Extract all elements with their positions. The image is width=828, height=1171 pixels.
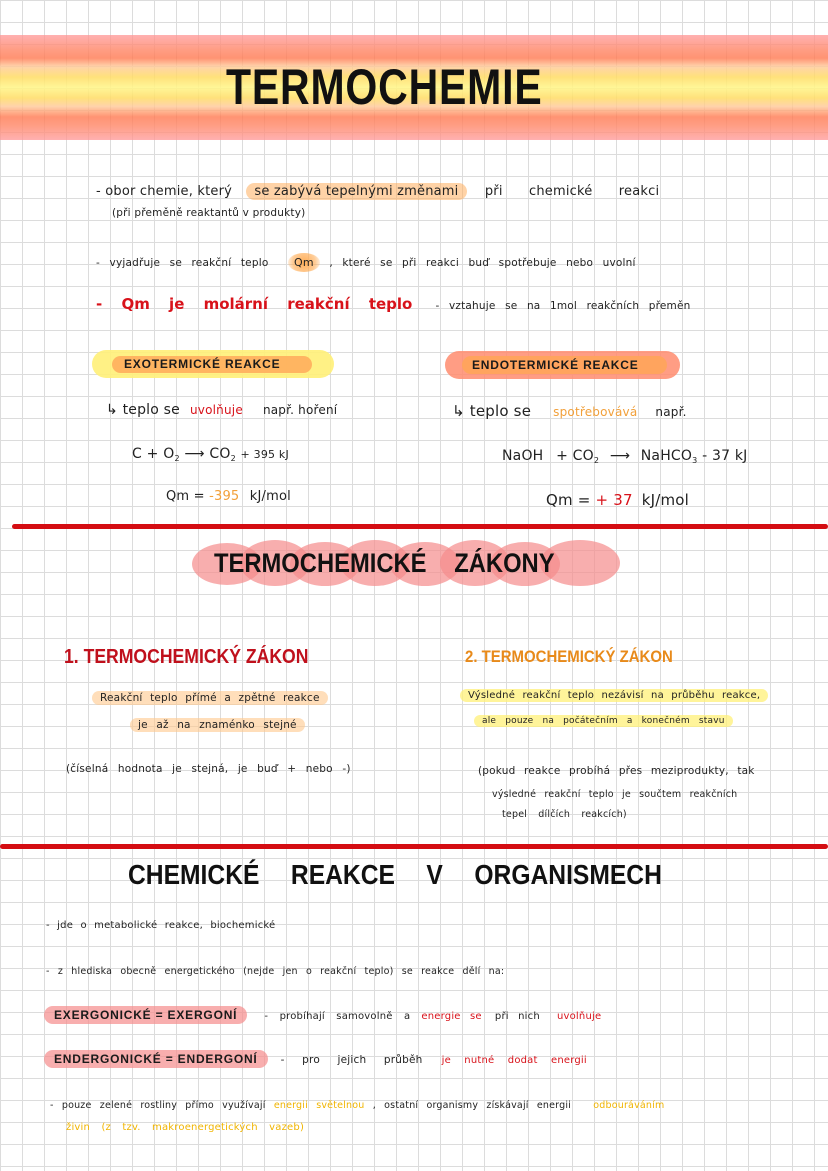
qm-definition: - Qm je molární reakční teplo [96,295,413,313]
exo-eq-product: CO [209,446,231,462]
exo-qm-unit: kJ/mol [249,489,291,504]
organisms-line-3-prefix: - pouze zelené rostliny přímo využívají [50,1100,266,1111]
exo-description [106,402,337,418]
endo-eq-arrow: ⟶ [609,448,631,464]
law-2-note-line-3: tepel dílčích reakcích) [502,809,627,820]
endo-eq-product-sub: 3 [692,456,698,465]
page-title: TERMOCHEMIE [226,59,543,115]
endergonic-label: ENDERGONICKÉ = ENDERGONÍ [44,1050,268,1068]
endo-eq-reactant-1: NaOH [502,448,544,464]
intro-line-1 [96,184,659,199]
intro-line-1-prefix: - obor chemie, který [96,184,233,199]
exo-qm [166,489,291,504]
endo-eq-energy: - 37 kJ [702,448,748,464]
endo-equation [502,448,747,465]
endo-desc-prefix: ↳ teplo se [452,402,532,420]
exo-eq-reactant-2-sub: 2 [174,454,180,463]
exo-qm-value: -395 [209,489,240,504]
exo-eq-energy: + 395 kJ [240,448,289,461]
exo-qm-prefix: Qm = [166,489,205,504]
intro-line-1-suffix: při chemické reakci [484,184,660,199]
exo-eq-arrow: ⟶ [184,446,205,462]
intro-highlight: se zabývá tepelnými změnami [246,183,466,200]
endo-label: ENDOTERMICKÉ REAKCE [472,358,639,372]
organisms-line-2: - z hlediska obecně energetického (nejde jen o reakční teplo) se reakce dělí na: [46,966,505,977]
organisms-line-3-yellow-1: energii světelnou [273,1100,365,1111]
exergonic-label: EXERGONICKÉ = EXERGONÍ [44,1006,247,1024]
exo-desc-prefix: ↳ teplo se [106,402,180,418]
endo-eq-plus: + [556,448,568,464]
exergonic-desc-red-2: uvolňuje [556,1011,602,1022]
exo-equation [132,446,289,463]
exo-desc-highlight: uvolňuje [190,403,243,417]
endo-qm-prefix: Qm = [546,491,591,509]
exergonic-desc-prefix: - probíhají samovolně a [264,1011,411,1022]
exo-eq-plus: + [146,446,159,462]
endo-desc-highlight: spotřebovává [553,405,638,419]
law-2-note-line-1: (pokud reakce probíhá přes meziprodukty, tak [478,765,755,777]
organisms-line-3-cont: živin (z tzv. makroenergetických vazeb) [66,1122,305,1133]
intro-line-2 [96,253,636,272]
qm-definition-note: - vztahuje se na 1mol reakčních přeměn [435,300,691,312]
endo-qm-unit: kJ/mol [641,491,690,509]
law-1-statement-line-2: je až na znaménko stejné [130,718,305,732]
qm-symbol: Qm [288,253,320,272]
intro-line-2-prefix: - vyjadřuje se reakční teplo [96,257,269,269]
organisms-line-3 [50,1100,664,1111]
exergonic-row [44,1004,601,1023]
intro-line-1-cont: (při přeměně reaktantů v produkty) [112,207,306,219]
organisms-line-3-mid: , ostatní organismy získávají energii [372,1100,572,1111]
endo-eq-reactant-2-sub: 2 [593,456,600,465]
exo-label: EXOTERMICKÉ REAKCE [124,357,281,371]
law-1-statement-line-1: Reakční teplo přímé a zpětné reakce [92,691,328,705]
law-1-note: (číselná hodnota je stejná, je buď + nebo -) [66,763,351,775]
exergonic-desc-red-1: energie se [421,1011,482,1022]
exo-eq-product-sub: 2 [230,454,236,463]
law-2-title: 2. TERMOCHEMICKÝ ZÁKON [465,647,673,666]
endo-eq-reactant-2: CO [572,448,594,464]
law-2-statement-line-2: ale pouze na počátečním a konečném stavu [474,715,733,727]
exo-eq-reactant-2: O [163,446,175,462]
exo-desc-suffix: např. hoření [262,403,338,417]
endo-qm-value: + 37 [595,491,633,509]
endo-qm [546,491,689,509]
intro-line-3 [96,294,691,313]
organisms-line-1: - jde o metabolické reakce, biochemické [46,920,276,931]
endo-desc-suffix: např. [655,405,687,419]
law-1-title: 1. TERMOCHEMICKÝ ZÁKON [64,646,309,668]
endo-eq-product: NaHCO [640,448,693,464]
intro-line-2-suffix: , které se při reakci buď spotřebuje nebo uvolní [329,257,636,269]
exergonic-desc-mid: při nich [494,1011,540,1022]
law-2-note-line-2: výsledné reakční teplo je součtem reakčních [492,789,738,800]
endo-description [452,402,687,420]
law-2-statement-line-1: Výsledné reakční teplo nezávisí na průběhu reakce, [460,689,768,702]
endergonic-row [44,1048,587,1067]
endergonic-desc-red: je nutné dodat energii [441,1055,587,1066]
endergonic-desc-prefix: - pro jejich průběh [280,1054,423,1066]
organisms-line-3-yellow-2: odbouráváním [593,1100,665,1111]
section-divider-2 [0,844,828,849]
organisms-section-title: CHEMICKÉ REAKCE V ORGANISMECH [128,859,662,890]
exo-eq-reactant-1: C [132,446,142,462]
section-divider-1 [12,524,828,529]
laws-section-title: TERMOCHEMICKÉ ZÁKONY [214,548,555,578]
